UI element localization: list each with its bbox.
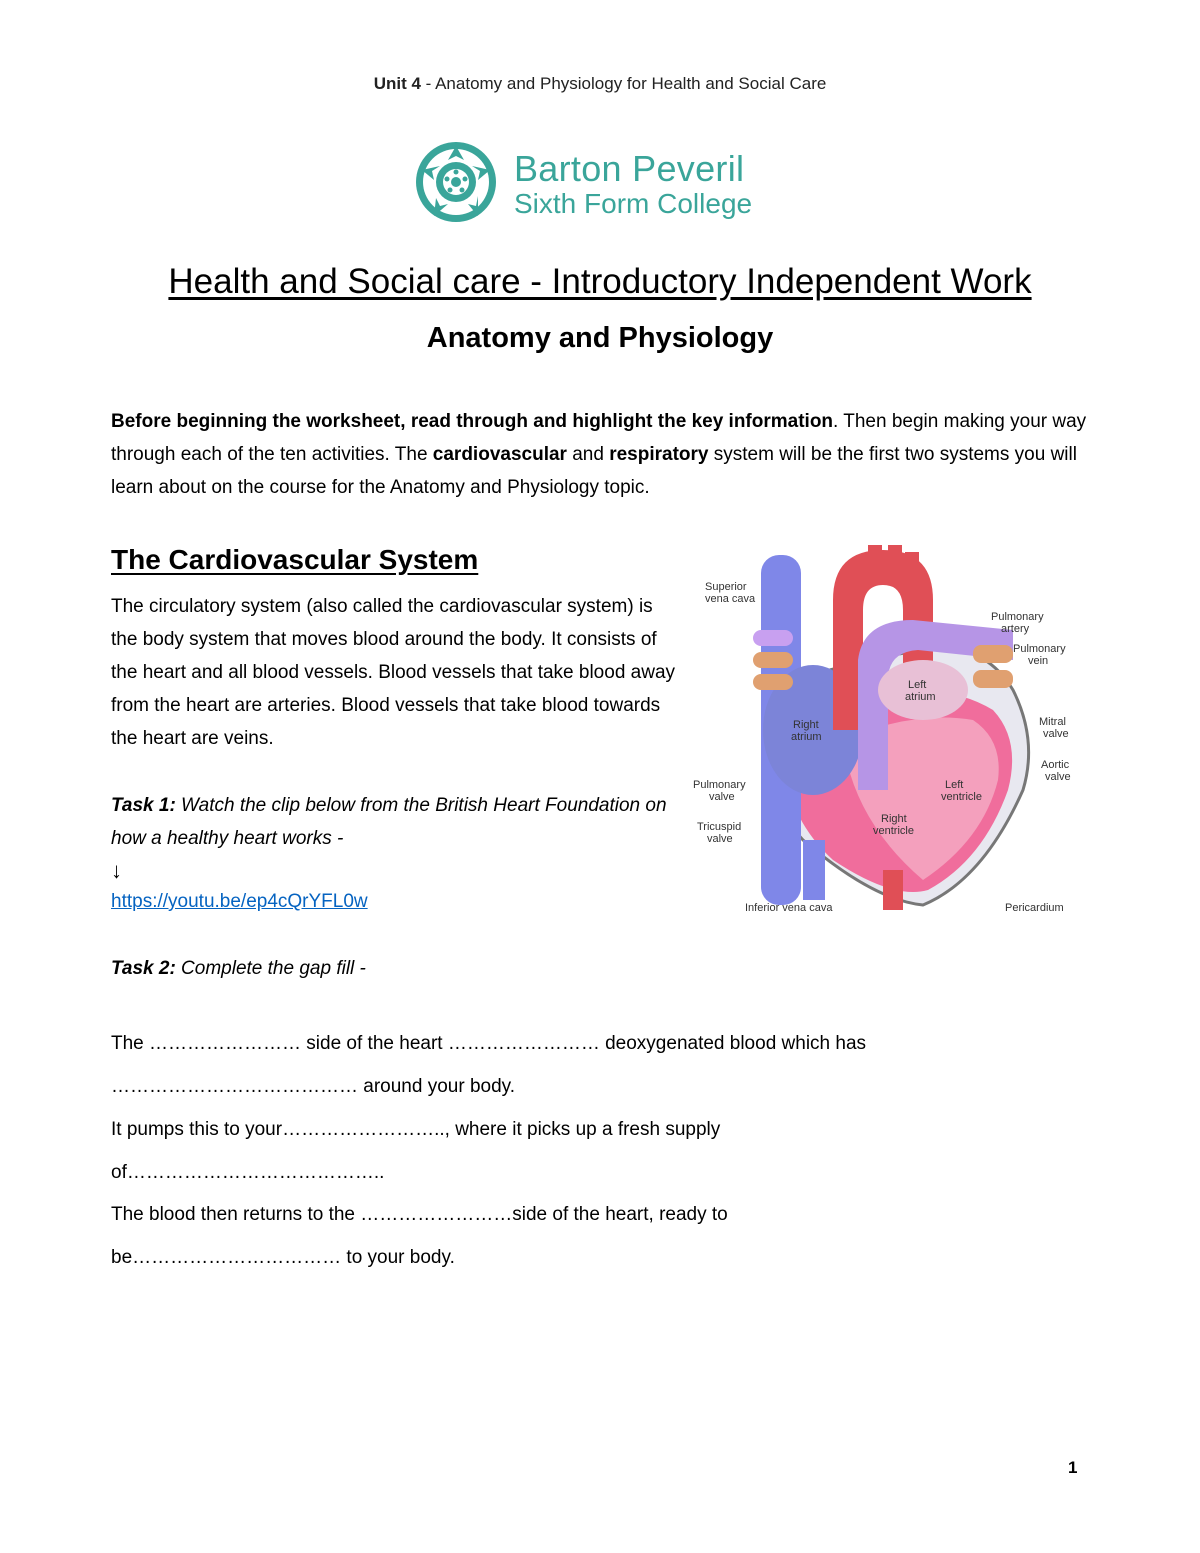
logo-line-2: Sixth Form College [514, 188, 753, 219]
intro-text-3: system will be the first two systems you will learn about on the course for the Anatomy and Physiology topic. [111, 444, 1077, 498]
heart-diagram-illustration [683, 540, 1083, 920]
intro-paragraph [111, 405, 1096, 504]
heart-label-pa: Pulmonary [991, 611, 1044, 623]
heart-label-aorta: Aorta [875, 593, 902, 605]
intro-bold-2: cardiovascular [432, 444, 567, 465]
gapfill-line: The …………………… side of the heart …………………… deoxygenated blood which has [111, 1033, 867, 1054]
heart-label-ivc: Inferior vena cava [745, 902, 833, 914]
heart-label-ra: atrium [791, 731, 822, 743]
running-header [0, 74, 1200, 94]
task-1 [111, 789, 671, 855]
heart-label-lv: Left [945, 779, 964, 791]
down-arrow-icon: ↓ [111, 858, 122, 883]
gapfill-line: The blood then returns to the ……………………side of the heart, ready to [111, 1204, 728, 1225]
gapfill-line: be…………………………… to your body. [111, 1247, 455, 1268]
heart-label-ra: Right [793, 719, 819, 731]
intro-text-2: and [566, 444, 610, 465]
heart-label-pv: vein [1028, 655, 1049, 667]
header-unit: Unit 4 [373, 74, 421, 93]
heart-label-svc: Superior [705, 581, 747, 593]
logo-line-1: Barton Peveril [514, 148, 745, 189]
task-1-text: Watch the clip below from the British Heart Foundation on how a healthy heart works - [111, 795, 667, 849]
gapfill-line: ………………………………… around your body. [111, 1076, 516, 1097]
task-2 [111, 958, 366, 980]
task-1-label: Task 1: [111, 795, 176, 816]
heart-label-pv: Pulmonary [1013, 643, 1066, 655]
heart-label-aortic: valve [1045, 771, 1071, 783]
heart-label-mitral: valve [1043, 728, 1069, 740]
intro-bold-1: Before beginning the worksheet, read through and highlight the key information [111, 411, 834, 432]
heart-label-mitral: Mitral [1039, 716, 1066, 728]
heart-label-lv: ventricle [941, 791, 982, 803]
heart-label-la: atrium [905, 691, 936, 703]
heart-label-tricuspid: Tricuspid [697, 821, 742, 833]
task-2-text: Complete the gap fill - [175, 958, 366, 979]
page-number: 1 [1068, 1458, 1078, 1477]
intro-text-1: . Then begin making your way through each of the ten activities. The [111, 411, 1087, 465]
heart-label-la: Left [908, 679, 927, 691]
task-2-label: Task 2: [111, 958, 176, 979]
page-subtitle: Anatomy and Physiology [426, 322, 774, 354]
gapfill-line: It pumps this to your…………………….., where it picks up a fresh supply [111, 1119, 721, 1140]
heart-label-rv: Right [881, 813, 907, 825]
heart-label-tricuspid: valve [707, 833, 733, 845]
heart-label-pa: artery [1001, 623, 1030, 635]
heart-label-rv: ventricle [873, 825, 914, 837]
heart-label-peri: Pericardium [1005, 902, 1064, 914]
heart-label-aortic: Aortic [1041, 759, 1070, 771]
college-logo [408, 136, 758, 228]
gapfill-line: of………………………………….. [111, 1162, 385, 1183]
section-heading: The Cardiovascular System [111, 544, 479, 575]
tudor-rose-emblem-icon [408, 136, 504, 228]
video-link[interactable]: https://youtu.be/ep4cQrYFL0w [111, 891, 368, 912]
heart-label-pvalve: valve [709, 791, 735, 803]
heart-diagram [683, 540, 1083, 920]
intro-bold-3: respiratory [609, 444, 709, 465]
page-title: Health and Social care - Introductory Independent Work [168, 262, 1032, 301]
heart-label-svc: vena cava [705, 593, 756, 605]
header-text: - Anatomy and Physiology for Health and Social Care [420, 74, 827, 93]
heart-label-pvalve: Pulmonary [693, 779, 746, 791]
section-body: The circulatory system (also called the cardiovascular system) is the body system that moves blood around the body. It consists of the heart and all blood vessels. Blood vessels that take blood away from the heart are arteries. Blood vessels that take blood towards the heart are veins. [111, 596, 676, 749]
